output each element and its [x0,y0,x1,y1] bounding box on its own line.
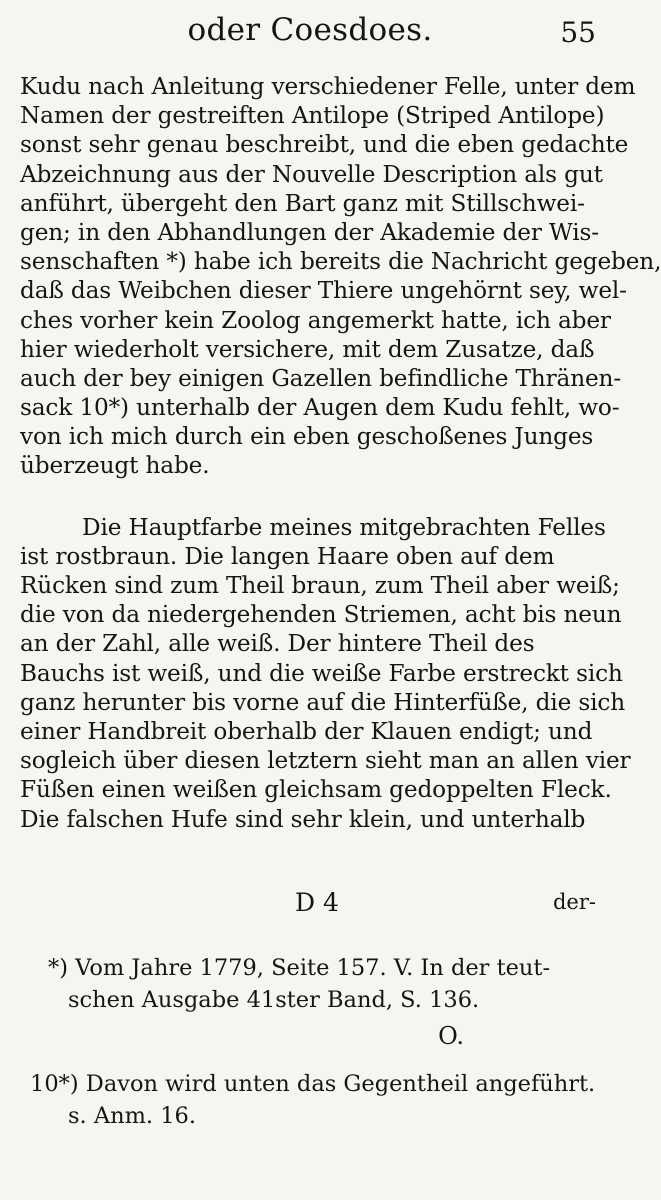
text-line: Bauchs ist weiß, und die weiße Farbe erstreckt sich [20,659,623,687]
catchword: der- [552,890,596,914]
footnote-line: 10*) Davon wird unten das Gegentheil angeführt. [30,1071,596,1097]
text-line: anführt, übergeht den Bart ganz mit Stillschwei- [20,189,585,217]
text-line: Kudu nach Anleitung verschiedener Felle, unter dem [20,73,636,100]
text-line: einer Handbreit oberhalb der Klauen endigt; und [20,717,593,745]
text-line: gen; in den Abhandlungen der Akademie der Wis- [20,218,599,246]
text-line: Rücken sind zum Theil braun, zum Theil aber weiß; [20,572,620,599]
text-line: Namen der gestreiften Antilope (Striped Antilope) [20,102,605,130]
footnote-signature: O. [438,1022,464,1050]
text-line: sonst sehr genau beschreibt, und die eben gedachte [20,131,629,159]
text-line: ches vorher kein Zoolog angemerkt hatte, ich aber [20,306,611,334]
footnote-line: s. Anm. 16. [68,1103,197,1129]
text-line: ist rostbraun. Die langen Haare oben auf dem [20,542,555,570]
signature-mark: D 4 [295,888,339,917]
main-text [20,72,661,834]
footnote-gap [30,1056,596,1068]
text-line: senschaften *) habe ich bereits die Nachricht gegeben, [20,248,661,276]
paragraph-gap [20,481,596,513]
footnote-line: schen Ausgabe 41ster Band, S. 136. [68,987,480,1013]
text-line: sack 10*) unterhalb der Augen dem Kudu fehlt, wo- [20,394,620,422]
running-head [0,12,614,56]
footnote-line: *) Vom Jahre 1779, Seite 157. V. In der teut- [48,955,551,981]
text-line: von ich mich durch ein eben geschoßenes Junges [20,423,594,451]
text-line: daß das Weibchen dieser Thiere ungehörnt sey, wel- [20,277,627,305]
text-line: sogleich über diesen letztern sieht man an allen vier [20,747,631,775]
text-line: Abzeichnung aus der Nouvelle Description als gut [20,160,603,188]
text-line: hier wiederholt versichere, mit dem Zusatze, daß [20,335,595,363]
text-line: auch der bey einigen Gazellen befindliche Thränen- [20,364,622,392]
page-number: 55 [560,16,596,49]
footnotes [30,952,596,1132]
text-line: an der Zahl, alle weiß. Der hintere Theil des [20,630,535,658]
text-line: die von da niedergehenden Striemen, acht bis neun [20,601,622,629]
text-line: Füßen einen weißen gleichsam gedoppelten Fleck. [20,776,612,804]
text-line: Die Hauptfarbe meines mitgebrachten Felles [82,513,606,541]
text-line: überzeugt habe. [20,452,210,480]
text-line: Die falschen Hufe sind sehr klein, und unterhalb [20,805,586,833]
text-line: ganz herunter bis vorne auf die Hinterfüße, die sich [20,688,626,716]
catchline [20,888,596,920]
running-title: oder Coesdoes. [187,12,433,48]
